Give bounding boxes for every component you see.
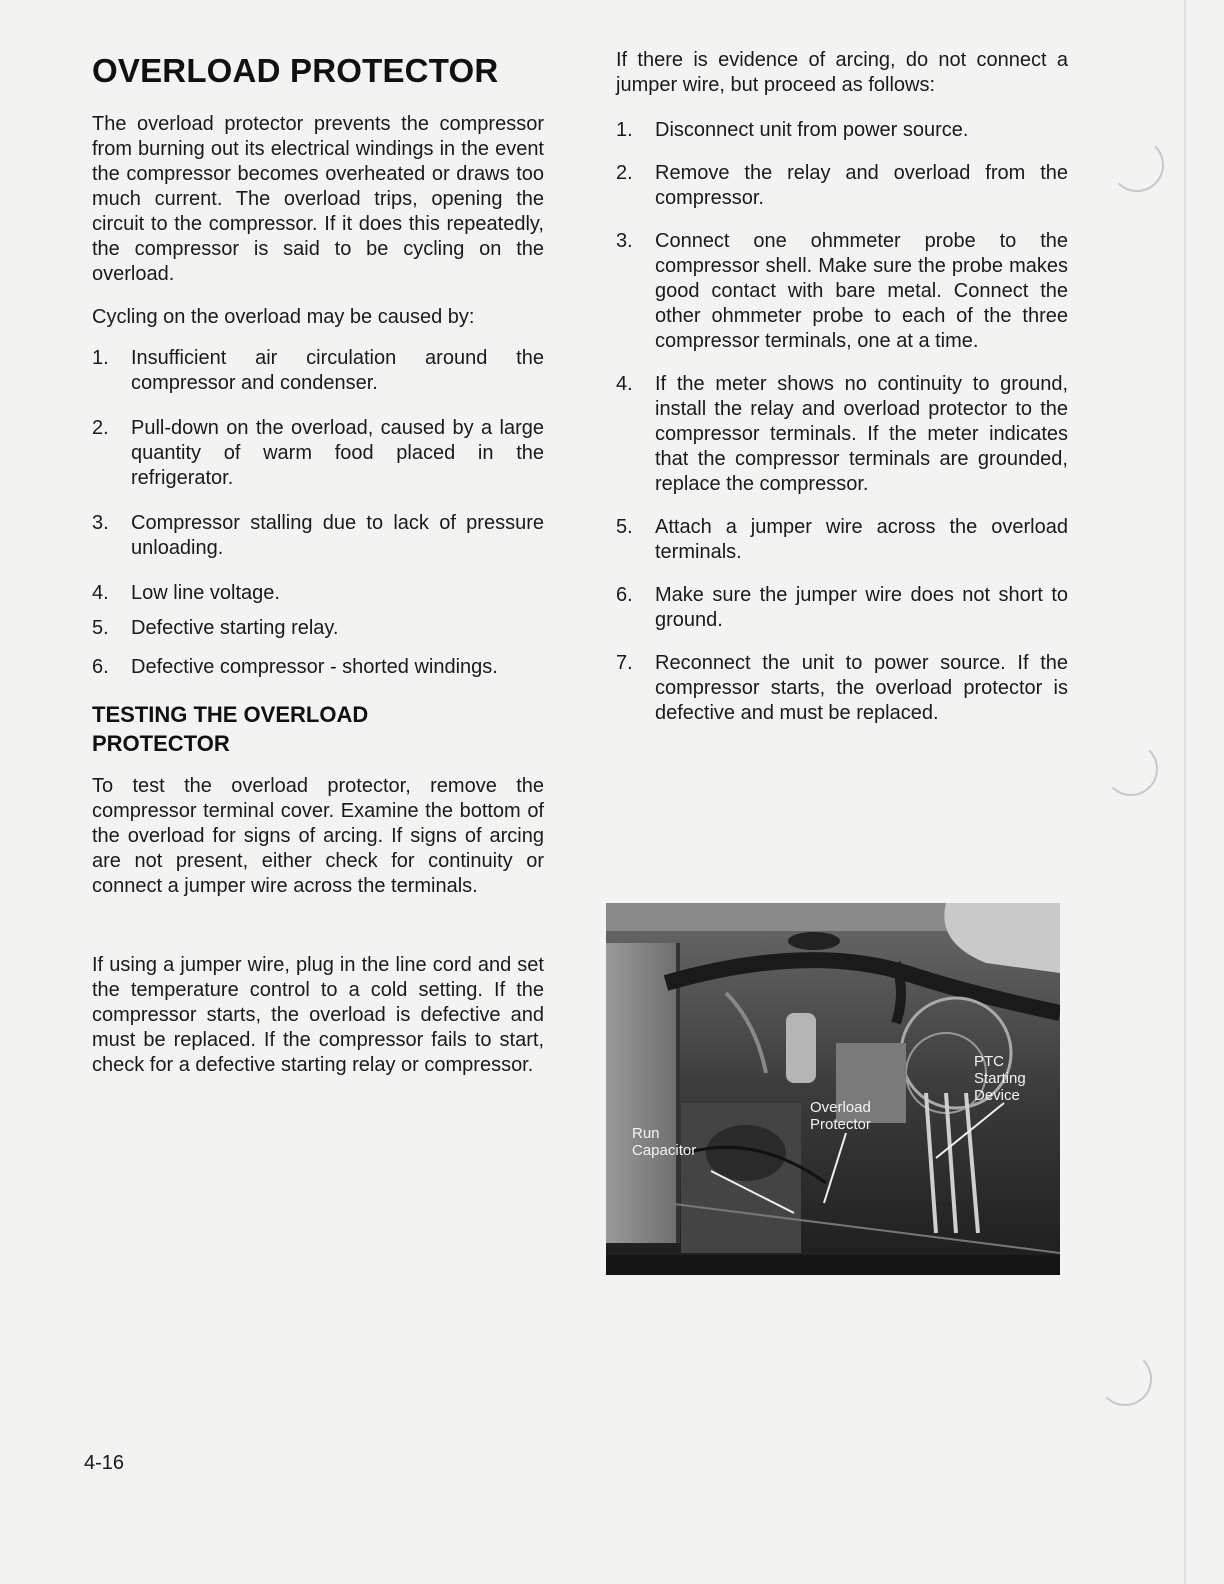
- list-item: 2. Remove the relay and overload from the compressor.: [616, 162, 1068, 209]
- overload-protector-label: Overload Protector: [810, 1099, 871, 1133]
- run-capacitor-label: Run Capacitor: [632, 1125, 697, 1159]
- testing-heading: TESTING THE OVERLOAD PROTECTOR: [92, 702, 369, 756]
- list-item: 4. If the meter shows no continuity to ground, install the relay and overload protector to the compressor terminals. If the meter indicates that the compressor terminals are grounded, replace the compressor.: [616, 373, 1068, 495]
- cycling-intro: Cycling on the overload may be caused by:: [92, 306, 475, 328]
- binder-hole-mark: [1098, 1352, 1152, 1406]
- binder-hole-mark: [1104, 742, 1158, 796]
- list-item: 6. Make sure the jumper wire does not short to ground.: [616, 584, 1068, 631]
- left-column: [92, 52, 544, 1096]
- arcing-intro: If there is evidence of arcing, do not connect a jumper wire, but proceed as follows:: [616, 49, 1068, 96]
- list-item: 3. Connect one ohmmeter probe to the compressor shell. Make sure the probe makes good contact with bare metal. Connect the other ohmmeter probe to each of the three compressor terminals, one at a time.: [616, 230, 1068, 352]
- page-number: 4-16: [84, 1452, 125, 1474]
- list-item: 7. Reconnect the unit to power source. If the compressor starts, the overload protector is defective and must be replaced.: [616, 652, 1068, 724]
- list-item: 3. Compressor stalling due to lack of pressure unloading.: [92, 512, 544, 559]
- causes-list: [92, 346, 544, 680]
- list-item: 6. Defective compressor - shorted windings.: [92, 656, 498, 678]
- list-item: 5. Attach a jumper wire across the overload terminals.: [616, 516, 1068, 563]
- list-item: 4. Low line voltage.: [92, 582, 280, 604]
- right-column: [616, 48, 1068, 744]
- list-item: 2. Pull-down on the overload, caused by a large quantity of warm food placed in the refrigerator.: [92, 417, 544, 489]
- binder-hole-mark: [1110, 138, 1164, 192]
- ptc-starting-device-label: PTC Starting Device: [974, 1053, 1026, 1104]
- page-edge: [1184, 0, 1186, 1584]
- list-item: 5. Defective starting relay.: [92, 617, 339, 639]
- list-item: 1. Disconnect unit from power source.: [616, 119, 969, 141]
- compressor-photo: [606, 903, 1060, 1275]
- section-title: OVERLOAD PROTECTOR: [92, 52, 499, 89]
- testing-paragraph-2: If using a jumper wire, plug in the line cord and set the temperature control to a cold setting. If the compressor starts, the overload is defective and must be replaced. If the compressor fails to start, check for a defective starting relay or compressor.: [92, 954, 544, 1076]
- testing-paragraph-1: To test the overload protector, remove the compressor terminal cover. Examine the bottom of the overload for signs of arcing. If signs of arcing are not present, either check for continuity or connect a jumper wire across the terminals.: [92, 775, 544, 897]
- steps-list: [616, 118, 1068, 726]
- list-item: 1. Insufficient air circulation around the compressor and condenser.: [92, 347, 544, 394]
- intro-paragraph: The overload protector prevents the compressor from burning out its electrical windings in the event the compressor becomes overheated or draws too much current. The overload trips, opening the circuit to the compressor. If it does this repeatedly, the compressor is said to be cycling on the overload.: [92, 113, 544, 285]
